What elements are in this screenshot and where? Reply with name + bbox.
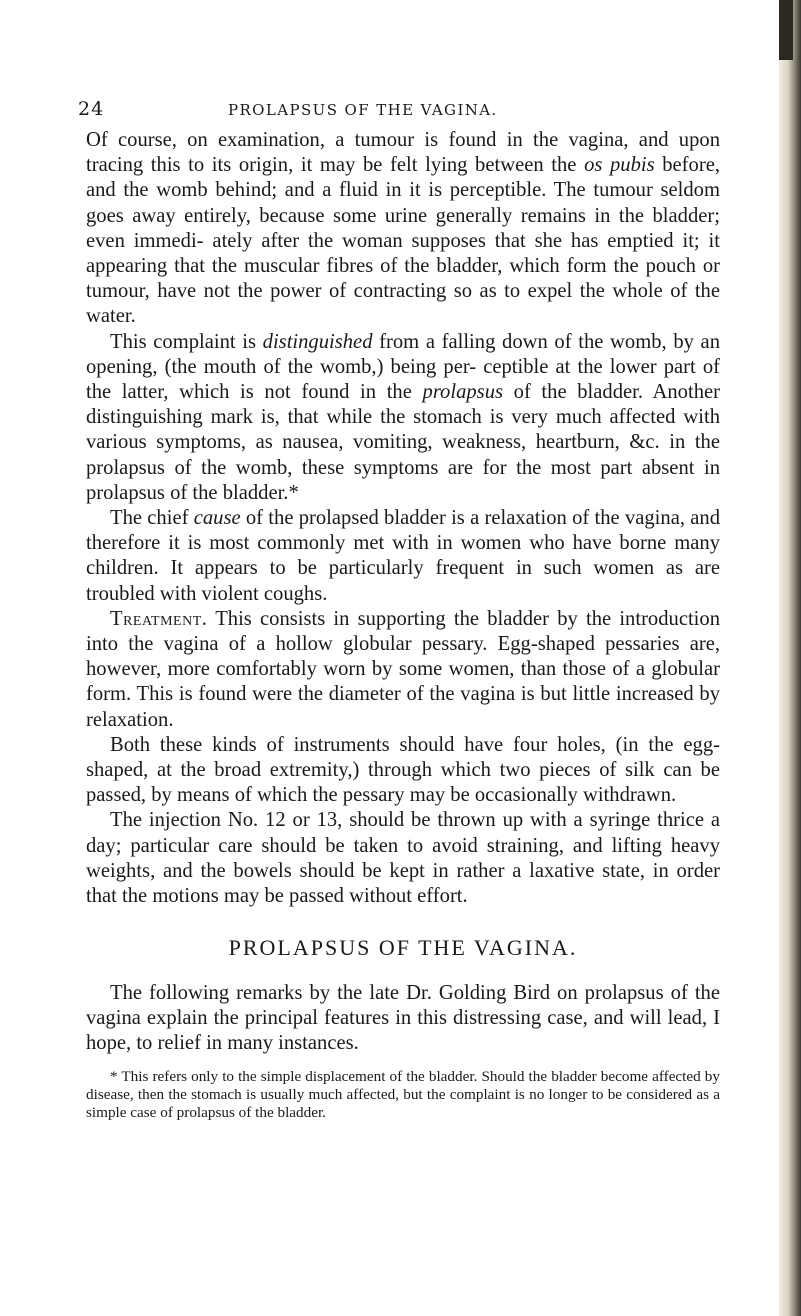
treatment-label: Treatment. [110, 607, 208, 630]
italic-term: os pubis [584, 154, 655, 177]
paragraph-distinction [86, 330, 720, 506]
paragraph-instruments: Both these kinds of instruments should have four holes, (in the egg-shaped, at the broad extremity,) through which two pieces of silk can be passed, by means of which the pessary may be occasionally withdrawn. [86, 733, 720, 807]
text-run: Of course, on examination, a tumour is found in the vagina, and upon tracing this to its origin, it may be felt lying between the [86, 129, 720, 177]
text-run: This consists in supporting the bladder by the introduction into the vagina of a hollow globular pessary. Egg-shaped pessaries are, however, more comfortably worn by some women, than those of a globular form. This is found were the diameter of the vagina is but little increased by relaxation. [86, 607, 720, 731]
text-run: The chief [110, 507, 194, 530]
paragraph-cause [86, 506, 720, 607]
section-heading: PROLAPSUS OF THE VAGINA. [228, 935, 578, 961]
paragraph-examination [86, 128, 720, 330]
paragraph-injection: The injection No. 12 or 13, should be thrown up with a syringe thrice a day; particular care should be taken to avoid straining, and lifting heavy weights, and the bowels should be kept in rather a laxative state, in order that the motions may be passed without effort. [86, 809, 720, 908]
text-run: before, and the womb behind; and a fluid in it is perceptible. The tumour seldom goes away entirely, because some urine generally remains in the bladder; even immedi- ately after the woman supposes that she has emptied it; it appearing that the muscular fibres of the bladder, which form the pouch or tumour, have not the power of contracting so as to expel the whole of the water. [86, 154, 720, 328]
page-edge-dark-corner [779, 0, 793, 60]
text-run: This complaint is [110, 330, 263, 353]
footnote: * This refers only to the simple displacement of the bladder. Should the bladder become affected by disease, then the stomach is usually much affected, but the complaint is no longer to be considered as a simple case of prolapsus of the bladder. [86, 1068, 720, 1121]
running-title: PROLAPSUS OF THE VAGINA. [228, 101, 498, 119]
italic-term: distinguished [262, 330, 373, 353]
italic-term: cause [193, 507, 241, 530]
page-body [86, 128, 720, 1122]
paragraph-section-intro: The following remarks by the late Dr. Golding Bird on prolapsus of the vagina explain the principal features in this distressing case, and will lead, I hope, to relief in many instances. [86, 981, 720, 1054]
page-edge-shadow [779, 0, 801, 1316]
text-run: of the prolapsed bladder is a relaxation of the vagina, and therefore it is most commonly met with in women who have borne many children. It appears to be particularly frequent in such women as are troubled with violent coughs. [86, 507, 720, 605]
text-run: from a falling down of the womb, by an opening, (the mouth of the womb,) being per- ceptible at the lower part of the latter, which is not found in the [86, 330, 720, 404]
text-run: of the bladder. Another distinguishing mark is, that while the stomach is very much affected with various symptoms, as nausea, vomiting, weakness, heartburn, &c. in the prolapsus of the womb, these symptoms are for the most part absent in prolapsus of the bladder.* [86, 381, 720, 504]
page-number: 24 [78, 98, 105, 120]
page-header [78, 98, 718, 120]
paragraph-treatment [86, 607, 720, 733]
italic-term: prolapsus [422, 381, 503, 404]
